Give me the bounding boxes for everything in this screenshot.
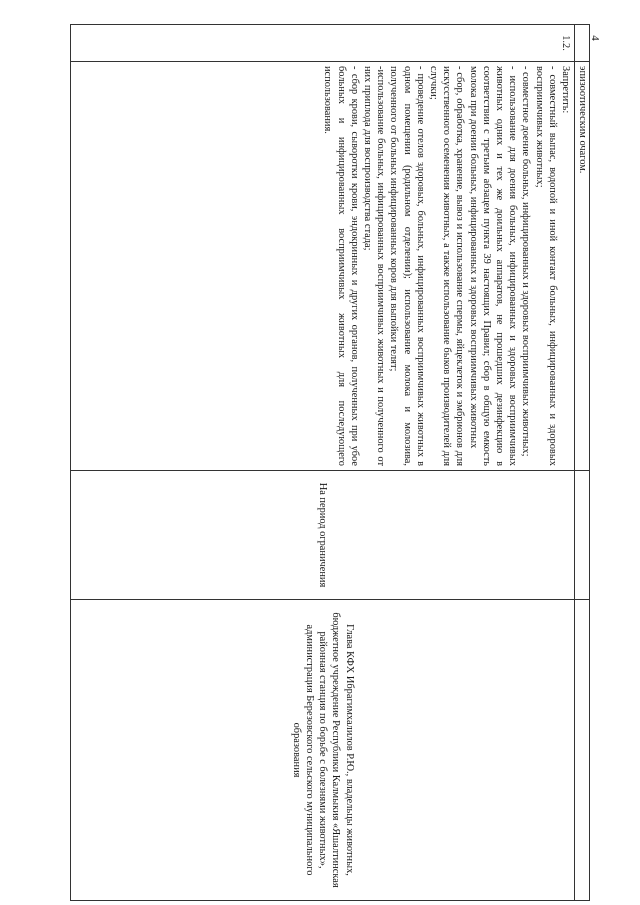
cell-number-empty	[575, 25, 590, 62]
row-number: 1.2.	[71, 25, 575, 62]
responsible-cell: Глава КФХ Ибрагимхалилов Р.Ю., владельцы животных, бюджетное учреждение Республики Калмыкия «Яшалтинская районная станция по борьбе с болезнями животных», администрация Березовского сельского муниципального образования	[71, 600, 575, 901]
cell-responsible-empty	[575, 600, 590, 901]
measure-text	[71, 62, 575, 471]
measures-table	[70, 24, 590, 901]
table-row-continuation	[575, 25, 590, 901]
cell-period-empty	[575, 471, 590, 600]
rotated-document-sheet	[70, 24, 590, 888]
measure-line: - сбор крови, сыворотки крови, эндокринных и других органов, полученных при убое больных и инфицированных восприимчивых животных для последующего использования.	[322, 66, 360, 466]
cell-continuation-text: эпизоотическим очагом.	[575, 62, 590, 471]
measure-line: Запретить:	[560, 66, 571, 114]
measure-line: -использование больных, инфицированных восприимчивых животных и полученного от них приплода для воспроизводства стада;	[361, 66, 387, 466]
measure-line: - использование для доения больных, инфицированных и здоровых восприимчивых животных одних и тех же доильных аппаратов, не прошедших дезинфекцию в соответствии с третьим абзацем пункта 39 настоящих Правил; сбор в общую емкость молока при доении больных, инфицированных и здоровых восприимчивых животных	[467, 66, 519, 466]
period-cell: На период ограничения	[71, 471, 575, 600]
measure-line: - проведение отелов здоровых, больных, инфицированных восприимчивых животных в одном помещении (родильном отделении); использование молока и молозива, полученного от больных инфицированных коров для выпойки телят;	[388, 66, 426, 466]
page-number: 4	[588, 35, 601, 41]
measure-line: - совместный выпас, водопой и иной контакт больных, инфицированных и здоровых восприимчивых животных;	[533, 66, 558, 466]
measure-line: - сбор, обработка, хранение, вывоз и использование спермы, яйцеклеток и эмбрионов для искусственного осеменения животных, а также использование быков производителей для случки;	[427, 66, 466, 466]
table-row	[71, 25, 575, 901]
measure-line: - совместное доение больных, инфицированных и здоровых восприимчивых животных;	[520, 66, 532, 457]
